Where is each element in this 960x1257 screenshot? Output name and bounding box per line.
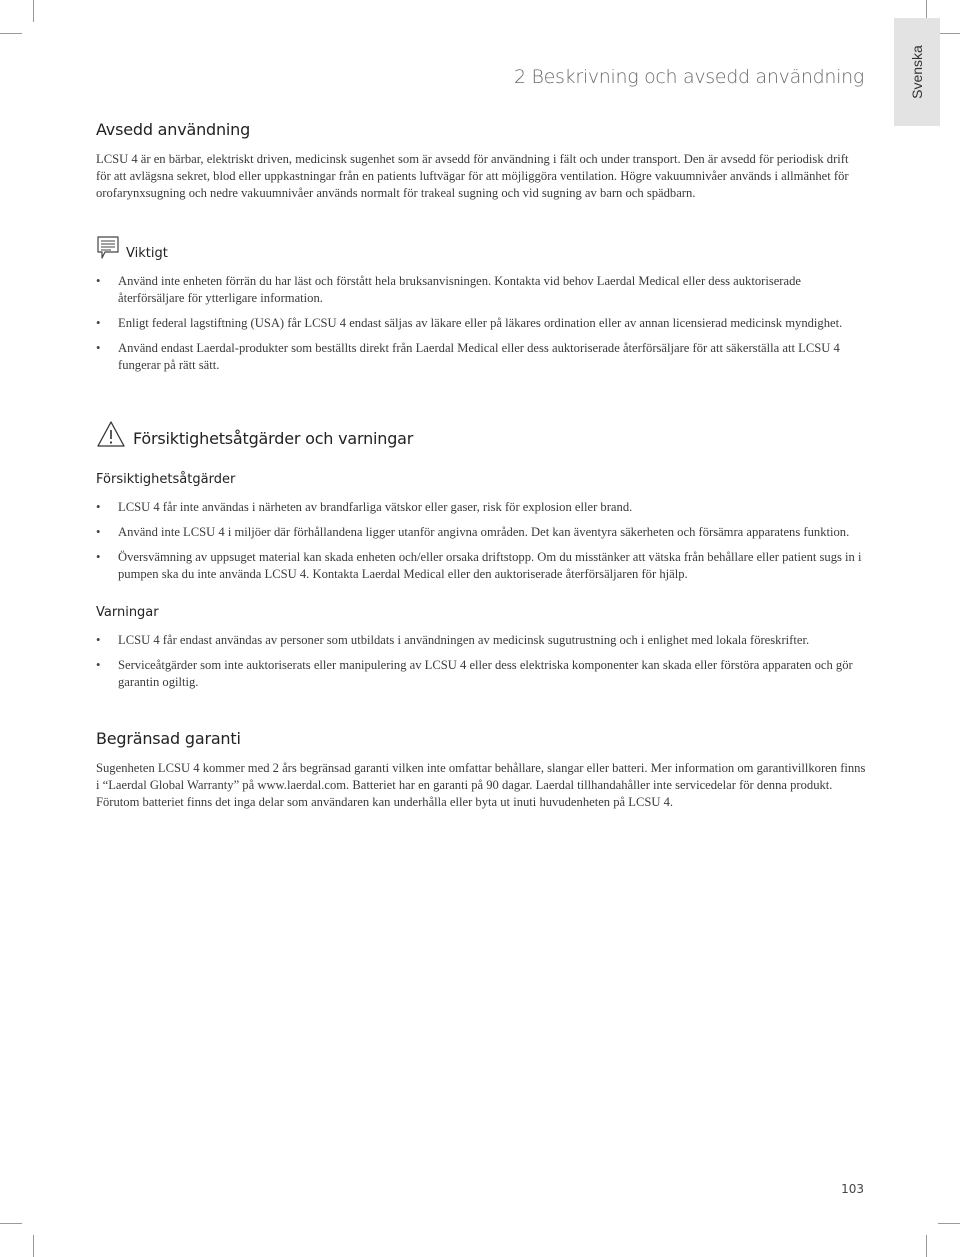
list-item: • Använd endast Laerdal-produkter som beställts direkt från Laerdal Medical eller dess auktoriserade återförsäljare för att säkerställa att LCSU 4 fungerar på rätt sätt. bbox=[96, 340, 866, 374]
precautions-heading: Försiktighetsåtgärder bbox=[96, 472, 236, 487]
warranty-section bbox=[96, 729, 866, 811]
list-item: • Använd inte enheten förrän du har läst och förstått hela bruksanvisningen. Kontakta vid behov Laerdal Medical eller dess auktoriserade återförsäljare för ytterligare information. bbox=[96, 273, 866, 307]
list-item: • Översvämning av uppsuget material kan skada enheten och/eller orsaka driftstopp. Om du misstänker att vätska från behållare eller patient sugs in i pumpen ska du inte använda LCSU 4. Kontakta Laerdal Medical eller den auktoriserade återförsäljaren för hjälp. bbox=[96, 549, 866, 583]
page-number: 103 bbox=[841, 1182, 864, 1196]
important-list bbox=[96, 273, 866, 374]
warning-icon bbox=[96, 420, 126, 448]
crop-mark bbox=[938, 1223, 960, 1224]
warnings-list bbox=[96, 632, 866, 691]
important-heading-row bbox=[96, 235, 866, 261]
list-item: • LCSU 4 får endast användas av personer som utbildats i användningen av medicinsk sugutrustning och i enlighet med lokala föreskrifter. bbox=[96, 632, 866, 649]
crop-mark bbox=[926, 1235, 927, 1257]
note-icon bbox=[96, 235, 120, 261]
warranty-body: Sugenheten LCSU 4 kommer med 2 års begränsad garanti vilken inte omfattar behållare, slangar eller batteri. Mer information om garantivillkoren finns i “Laerdal Global Warranty” på www.laerdal.com. Batteriet har en garanti på 90 dagar. Laerdal tillhandahåller inte servicedelar för denna produkt. Förutom batteriet finns det inga delar som användaren kan underhålla eller byta ut inuti huvudenheten på LCSU 4. bbox=[96, 761, 866, 809]
precautions-list bbox=[96, 499, 866, 583]
crop-mark bbox=[0, 1223, 22, 1224]
important-heading: Viktigt bbox=[126, 246, 168, 261]
warranty-heading: Begränsad garanti bbox=[96, 729, 241, 748]
precautions-warnings-heading: Försiktighetsåtgärder och varningar bbox=[133, 429, 414, 448]
language-tab-label: Svenska bbox=[909, 45, 926, 99]
page-content bbox=[96, 120, 866, 811]
list-item: • Använd inte LCSU 4 i miljöer där förhållandena ligger utanför angivna områden. Det kan äventyra säkerheten och försämra apparatens funktion. bbox=[96, 524, 866, 541]
list-item: • LCSU 4 får inte användas i närheten av brandfarliga vätskor eller gaser, risk för explosion eller brand. bbox=[96, 499, 866, 516]
important-section bbox=[96, 235, 866, 374]
intended-use-heading: Avsedd användning bbox=[96, 120, 251, 139]
crop-mark bbox=[33, 1235, 34, 1257]
crop-mark bbox=[0, 33, 22, 34]
list-item: • Enligt federal lagstiftning (USA) får LCSU 4 endast säljas av läkare eller på läkares ordination eller av annan licensierad medicinsk myndighet. bbox=[96, 315, 866, 332]
crop-mark bbox=[33, 0, 34, 22]
list-item: • Serviceåtgärder som inte auktoriserats eller manipulering av LCSU 4 eller dess elektriska komponenter kan skada eller förstöra apparaten och gör garantin ogiltig. bbox=[96, 657, 866, 691]
precautions-warnings-section bbox=[96, 420, 866, 691]
intended-use-body: LCSU 4 är en bärbar, elektriskt driven, medicinsk sugenhet som är avsedd för användning i fält och under transport. Den är avsedd för periodisk drift för att avlägsna sekret, blod eller uppkastningar från en patients luftvägar för att möjliggöra ventilation. Högre vakuumnivåer används i allmänhet för orofarynxsugning och nedre vakuumnivåer används normalt för trakeal sugning och vid sugning av barn och spädbarn. bbox=[96, 152, 849, 200]
chapter-title: 2 Beskrivning och avsedd användning bbox=[513, 66, 864, 88]
language-tab bbox=[894, 18, 940, 126]
intended-use-section bbox=[96, 120, 866, 202]
crop-mark bbox=[938, 33, 960, 34]
precautions-warnings-heading-row bbox=[96, 420, 866, 448]
warnings-heading: Varningar bbox=[96, 605, 159, 620]
